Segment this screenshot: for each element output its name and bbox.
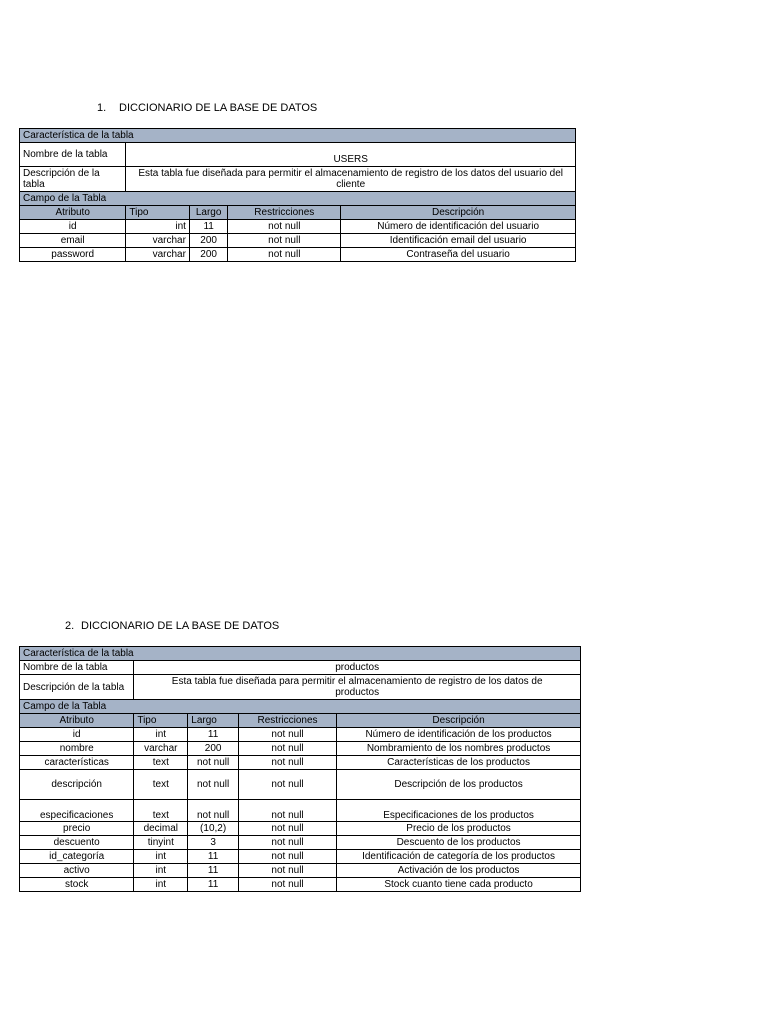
cell-tipo: int [134, 864, 188, 878]
section-2-title: DICCIONARIO DE LA BASE DE DATOS [81, 620, 280, 632]
table-row [20, 864, 581, 878]
cell-atributo: características [20, 756, 134, 770]
cell-restricciones: not null [238, 770, 336, 800]
table-characteristics-header: Característica de la tabla [20, 129, 576, 143]
table-name-row [20, 661, 581, 675]
table-row [20, 248, 576, 262]
section-1-title: DICCIONARIO DE LA BASE DE DATOS [119, 102, 318, 114]
section-1-heading [97, 102, 317, 114]
column-header-atributo: Atributo [20, 206, 126, 220]
cell-tipo: int [134, 878, 188, 892]
column-header-atributo: Atributo [20, 714, 134, 728]
cell-atributo: id_categoría [20, 850, 134, 864]
cell-descripcion: Identificación de categoría de los productos [337, 850, 581, 864]
cell-tipo: varchar [126, 248, 190, 262]
cell-largo: not null [188, 800, 239, 822]
cell-descripcion: Número de identificación del usuario [341, 220, 576, 234]
cell-tipo: text [134, 756, 188, 770]
cell-tipo: int [134, 850, 188, 864]
cell-descripcion: Descuento de los productos [337, 836, 581, 850]
cell-descripcion: Stock cuanto tiene cada producto [337, 878, 581, 892]
column-header-tipo: Tipo [126, 206, 190, 220]
cell-descripcion: Activación de los productos [337, 864, 581, 878]
productos-dictionary-table [19, 646, 581, 892]
cell-largo: 200 [188, 742, 239, 756]
section-2-number: 2. [65, 620, 75, 632]
table-row [20, 770, 581, 800]
cell-restricciones: not null [238, 728, 336, 742]
cell-restricciones: not null [228, 220, 341, 234]
column-header-descripcion: Descripción [341, 206, 576, 220]
cell-tipo: varchar [126, 234, 190, 248]
table-name-label: Nombre de la tabla [20, 661, 134, 675]
cell-atributo: nombre [20, 742, 134, 756]
column-header-restricciones: Restricciones [228, 206, 341, 220]
table-description-row [20, 675, 581, 700]
cell-tipo: int [126, 220, 190, 234]
cell-descripcion: Descripción de los productos [337, 770, 581, 800]
cell-largo: 11 [189, 220, 227, 234]
cell-atributo: password [20, 248, 126, 262]
cell-restricciones: not null [238, 864, 336, 878]
table-name-value: USERS [126, 143, 576, 167]
cell-restricciones: not null [238, 742, 336, 756]
column-header-row [20, 714, 581, 728]
cell-largo: 11 [188, 864, 239, 878]
cell-atributo: activo [20, 864, 134, 878]
cell-tipo: tinyint [134, 836, 188, 850]
table-row [20, 728, 581, 742]
cell-descripcion: Especificaciones de los productos [337, 800, 581, 822]
cell-tipo: decimal [134, 822, 188, 836]
table-fields-header: Campo de la Tabla [20, 700, 581, 714]
section-2-heading [65, 620, 279, 632]
cell-atributo: id [20, 728, 134, 742]
table-row [20, 878, 581, 892]
table-description-value: Esta tabla fue diseñada para permitir el almacenamiento de registro de los datos de productos [134, 675, 581, 700]
cell-descripcion: Precio de los productos [337, 822, 581, 836]
cell-largo: 200 [189, 234, 227, 248]
section-1-number: 1. [97, 102, 107, 114]
cell-descripcion: Contraseña del usuario [341, 248, 576, 262]
table-characteristics-header-row [20, 647, 581, 661]
cell-tipo: text [134, 800, 188, 822]
column-header-largo: Largo [188, 714, 239, 728]
table-name-value: productos [134, 661, 581, 675]
cell-atributo: precio [20, 822, 134, 836]
cell-atributo: descuento [20, 836, 134, 850]
cell-descripcion: Características de los productos [337, 756, 581, 770]
table-row [20, 836, 581, 850]
cell-largo: 11 [188, 850, 239, 864]
cell-descripcion: Número de identificación de los productos [337, 728, 581, 742]
table-row [20, 800, 581, 822]
table-row [20, 234, 576, 248]
table-fields-header-row [20, 700, 581, 714]
cell-atributo: descripción [20, 770, 134, 800]
cell-restricciones: not null [238, 800, 336, 822]
table-characteristics-header: Característica de la tabla [20, 647, 581, 661]
column-header-descripcion: Descripción [337, 714, 581, 728]
cell-restricciones: not null [228, 234, 341, 248]
table-fields-header-row [20, 192, 576, 206]
cell-largo: 200 [189, 248, 227, 262]
table-name-row [20, 143, 576, 167]
table-row [20, 220, 576, 234]
cell-restricciones: not null [238, 822, 336, 836]
cell-largo: 11 [188, 878, 239, 892]
cell-restricciones: not null [238, 756, 336, 770]
table-name-label: Nombre de la tabla [20, 143, 126, 167]
cell-descripcion: Identificación email del usuario [341, 234, 576, 248]
table-characteristics-header-row [20, 129, 576, 143]
cell-restricciones: not null [238, 836, 336, 850]
cell-largo: not null [188, 770, 239, 800]
column-header-tipo: Tipo [134, 714, 188, 728]
cell-atributo: especificaciones [20, 800, 134, 822]
cell-restricciones: not null [228, 248, 341, 262]
table-row [20, 822, 581, 836]
table-row [20, 742, 581, 756]
table-row [20, 756, 581, 770]
cell-atributo: email [20, 234, 126, 248]
table-fields-header: Campo de la Tabla [20, 192, 576, 206]
cell-atributo: id [20, 220, 126, 234]
cell-largo: (10,2) [188, 822, 239, 836]
cell-tipo: int [134, 728, 188, 742]
column-header-restricciones: Restricciones [238, 714, 336, 728]
table-description-row [20, 167, 576, 192]
users-dictionary-table [19, 128, 576, 262]
cell-restricciones: not null [238, 878, 336, 892]
table-description-label: Descripción de la tabla [20, 675, 134, 700]
column-header-largo: Largo [189, 206, 227, 220]
cell-descripcion: Nombramiento de los nombres productos [337, 742, 581, 756]
cell-largo: not null [188, 756, 239, 770]
column-header-row [20, 206, 576, 220]
table-description-value: Esta tabla fue diseñada para permitir el almacenamiento de registro de los datos del usuario del cliente [126, 167, 576, 192]
cell-tipo: text [134, 770, 188, 800]
table-row [20, 850, 581, 864]
cell-restricciones: not null [238, 850, 336, 864]
cell-atributo: stock [20, 878, 134, 892]
cell-largo: 11 [188, 728, 239, 742]
cell-largo: 3 [188, 836, 239, 850]
cell-tipo: varchar [134, 742, 188, 756]
table-description-label: Descripción de la tabla [20, 167, 126, 192]
